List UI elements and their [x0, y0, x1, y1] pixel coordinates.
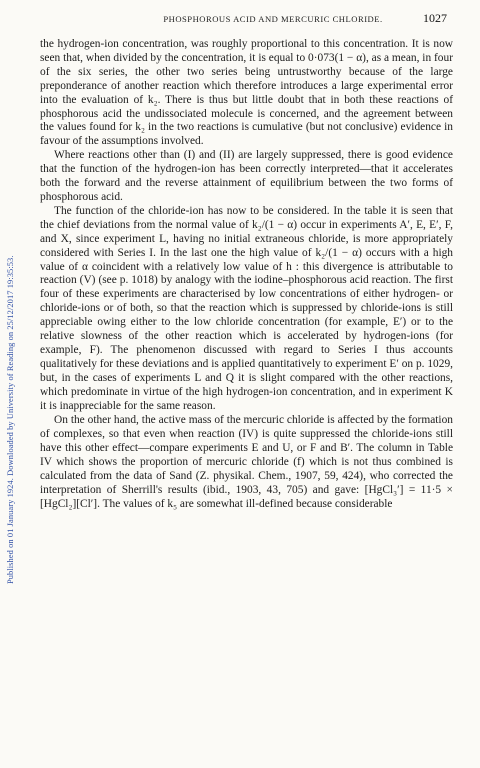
page-number: 1027	[423, 11, 447, 25]
publication-watermark: Published on 01 January 1924. Downloaded by University of Reading on 25/12/2017 19:35:53.	[6, 255, 15, 584]
article-body	[40, 38, 453, 512]
paragraph-mercuric-chloride: On the other hand, the active mass of the mercuric chloride is affected by the formation of complexes, so that even when reaction (IV) is quite suppressed the chloride-ions still have this other effect—compare experiments E and U, or F and B′. The column in Table IV which shows the proportion of mercuric chloride (f) which is not thus combined is calculated from the data of Sand (Z. physikal. Chem., 1907, 59, 424), who corrected the interpretation of Sherrill's results (ibid., 1903, 43, 705) and gave: [HgCl₃′] = 11·5 × [HgCl₂][Cl′]. The values of k₅ are somewhat ill-defined because considerable	[40, 414, 453, 510]
paragraph-hydrogen-ion: Where reactions other than (I) and (II) are largely suppressed, there is good evidence that the function of the hydrogen-ion has been correctly interpreted—that it accelerates both the forward and the reverse attainment of equilibrium between the two forms of phosphorous acid.	[40, 149, 453, 203]
paragraph-continuation: the hydrogen-ion concentration, was roughly proportional to this concentration. It is now seen that, when divided by the concentration, it is equal to 0·073(1 − α), as a mean, in four of the six series, the other two series being untrustworthy because of the large preponderance of another reaction which therefore introduces a large experimental error into the evaluation of k₂. There is thus but little doubt that in both these reactions of phosphorous acid the undissociated molecule is concerned, and the agreement between the values found for k₂ in the two reactions is cumulative (but not conclusive) evidence in favour of the assumptions involved.	[40, 38, 453, 148]
paragraph-chloride-ion: The function of the chloride-ion has now to be considered. In the table it is seen that the chief deviations from the normal value of k₂/(1 − α) occur in experiments A′, E, E′, F, and X, since experiment L, having no initial extraneous chloride, is more appropriately considered with Series I. In the last one the high value of k₂/(1 − α) occurs with a high value of α coincident with a relatively low value of h : this divergence is attributable to reaction (V) (see p. 1018) by analogy with the iodine–phosphorous acid reaction. The first four of these experiments are characterised by low concentrations of either hydrogen- or chloride-ions or of both, so that the reaction which is suppressed by chloride-ions is still appreciable owing either to the low chloride concentration (for example, E′) or to the relative slowness of the other reaction which is accelerated by hydrogen-ions (for example, F). The phenomenon discussed with regard to Series I thus accounts qualitatively for these deviations and is applied quantitatively to experiment E′ on p. 1029, but, in the cases of experiments L and Q it is slight compared with the other reactions, which predominate in virtue of the high hydrogen-ion concentration, and in experiment K it is inappreciable for the same reason.	[40, 204, 453, 412]
running-title: PHOSPHOROUS ACID AND MERCURIC CHLORIDE.	[163, 14, 383, 24]
